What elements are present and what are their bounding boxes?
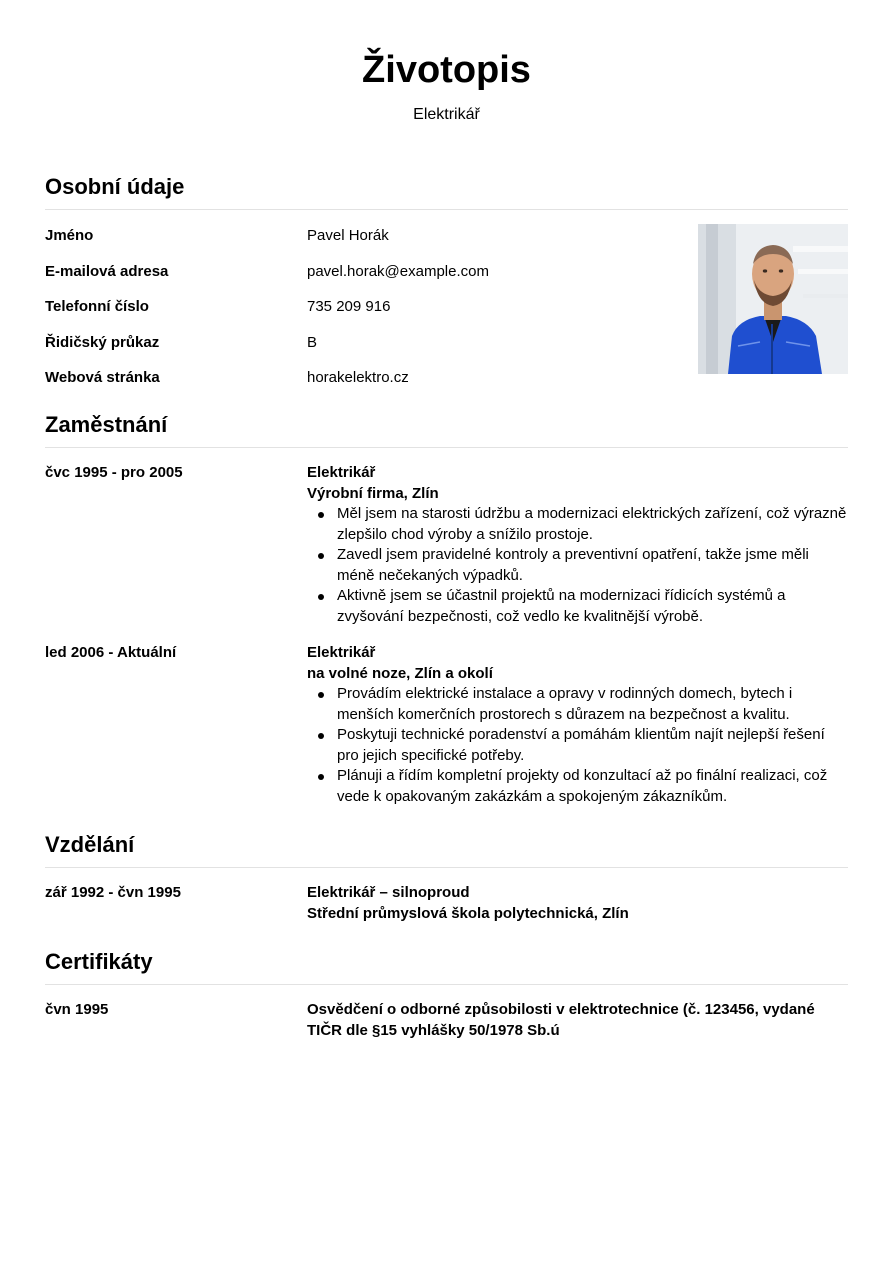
page-title: Životopis <box>362 49 531 91</box>
page-subtitle: Elektrikář <box>413 106 480 123</box>
entry-body <box>307 883 848 924</box>
entry-date: zář 1992 - čvn 1995 <box>45 884 181 901</box>
section-divider <box>45 209 848 210</box>
section-heading: Zaměstnání <box>45 412 168 437</box>
entry-body <box>307 643 848 807</box>
field-value: Pavel Horák <box>307 227 389 244</box>
list-item: Provádím elektrické instalace a opravy v rodinných domech, bytech i menších komerčních prostorech s důrazem na bezpečnost a kvalitu. <box>337 684 848 725</box>
entry-bullet-list <box>307 684 848 807</box>
field-value: horakelektro.cz <box>307 369 409 386</box>
list-item: Poskytuji technické poradenství a pomáhám klientům najít nejlepší řešení pro jejich specifické potřeby. <box>337 725 848 766</box>
section-heading: Vzdělání <box>45 832 135 857</box>
list-item: Plánuji a řídím kompletní projekty od konzultací až po finální realizaci, což vede k opakovaným zakázkám a spokojeným zákazníkům. <box>337 766 848 807</box>
list-item: Zavedl jsem pravidelné kontroly a preventivní opatření, takže jsme měli méně nečekaných výpadků. <box>337 545 848 586</box>
list-item: Aktivně jsem se účastnil projektů na modernizaci řídicích systémů a zvyšování bezpečnosti, což vedlo ke kvalitnější výrobě. <box>337 586 848 627</box>
list-item: Měl jsem na starosti údržbu a modernizaci elektrických zařízení, což výrazně zlepšilo chod výroby a snížilo prostoje. <box>337 504 848 545</box>
entry-body <box>307 463 848 627</box>
section-certificates <box>45 948 848 985</box>
field-value: 735 209 916 <box>307 298 391 315</box>
section-divider <box>45 447 848 448</box>
certificate-name: Osvědčení o odborné způsobilosti v elektrotechnice (č. 123456, vydané TIČR dle §15 vyhlášky 50/1978 Sb.ú <box>307 1001 815 1039</box>
portrait-photo-icon <box>698 224 848 374</box>
section-personal <box>45 173 848 210</box>
section-heading: Certifikáty <box>45 949 153 974</box>
field-label: Řidičský průkaz <box>45 334 160 351</box>
entry-bullet-list <box>307 504 848 627</box>
section-employment <box>45 411 848 448</box>
entry-employer: na volné noze, Zlín a okolí <box>307 664 493 682</box>
field-value: pavel.horak@example.com <box>307 263 489 280</box>
field-label: Jméno <box>45 227 94 244</box>
entry-date: čvc 1995 - pro 2005 <box>45 464 183 481</box>
field-value: B <box>307 334 318 351</box>
field-label: Webová stránka <box>45 369 160 386</box>
entry-position: Elektrikář <box>307 644 376 661</box>
field-label: Telefonní číslo <box>45 298 149 315</box>
entry-date: čvn 1995 <box>45 1001 109 1018</box>
entry-field: Elektrikář – silnoproud <box>307 884 470 901</box>
portrait-photo <box>698 224 848 374</box>
section-divider <box>45 867 848 868</box>
section-divider <box>45 984 848 985</box>
entry-body <box>307 1000 848 1041</box>
entry-position: Elektrikář <box>307 464 376 481</box>
section-heading: Osobní údaje <box>45 174 185 199</box>
entry-date: led 2006 - Aktuální <box>45 644 177 661</box>
section-education <box>45 831 848 868</box>
field-label: E-mailová adresa <box>45 263 169 280</box>
entry-employer: Výrobní firma, Zlín <box>307 484 439 502</box>
entry-school: Střední průmyslová škola polytechnická, Zlín <box>307 904 629 922</box>
